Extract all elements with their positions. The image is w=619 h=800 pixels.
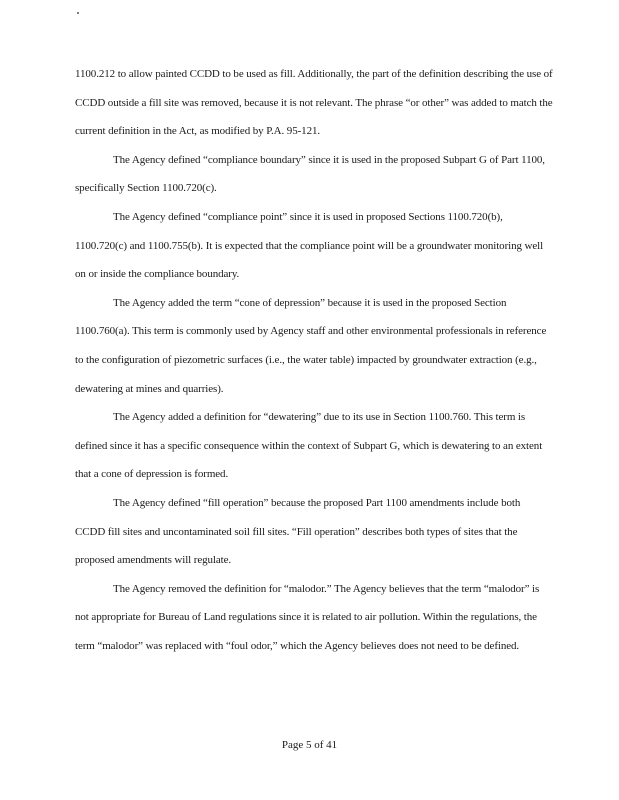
paragraph-cone-of-depression: The Agency added the term “cone of depression” because it is used in the proposed Section 1100.760(a). This term is commonly used by Agency staff and other environmental professionals in reference to the configuration of piezometric surfaces (i.e., the water table) impacted by groundwater extraction (e.g., dewatering at mines and quarries). — [75, 296, 547, 395]
page-number-footer: Page 5 of 41 — [281, 739, 338, 751]
paragraph-compliance-point: The Agency defined “compliance point” since it is used in proposed Sections 1100.720(b), 1100.720(c) and 1100.755(b). It is expected that the compliance point will be a groundwater monitoring well on or inside the compliance boundary. — [75, 210, 544, 281]
document-body — [75, 60, 553, 660]
scan-speck — [77, 12, 79, 14]
paragraph-compliance-boundary: The Agency defined “compliance boundary” since it is used in the proposed Subpart G of Part 1100, specifically Section 1100.720(c). — [75, 153, 545, 195]
paragraph-malodor: The Agency removed the definition for “malodor.” The Agency believes that the term “malodor” is not appropriate for Bureau of Land regulations since it is related to air pollution. Within the regulations, the term “malodor” was replaced with “foul odor,” which the Agency believes does not need to be defined. — [75, 582, 540, 652]
paragraph-fill-operation: The Agency defined “fill operation” because the proposed Part 1100 amendments include both CCDD fill sites and uncontaminated soil fill sites. “Fill operation” describes both types of sites that the proposed amendments will regulate. — [75, 496, 521, 567]
paragraph-continuation-ccdd: 1100.212 to allow painted CCDD to be used as fill. Additionally, the part of the definition describing the use of CCDD outside a fill site was removed, because it is not relevant. The phrase “or other” was added to match the current definition in the Act, as modified by P.A. 95-121. — [75, 68, 553, 138]
paragraph-dewatering: The Agency added a definition for “dewatering” due to its use in Section 1100.760. This term is defined since it has a specific consequence within the context of Subpart G, which is dewatering to an extent that a cone of depression is formed. — [75, 411, 543, 481]
